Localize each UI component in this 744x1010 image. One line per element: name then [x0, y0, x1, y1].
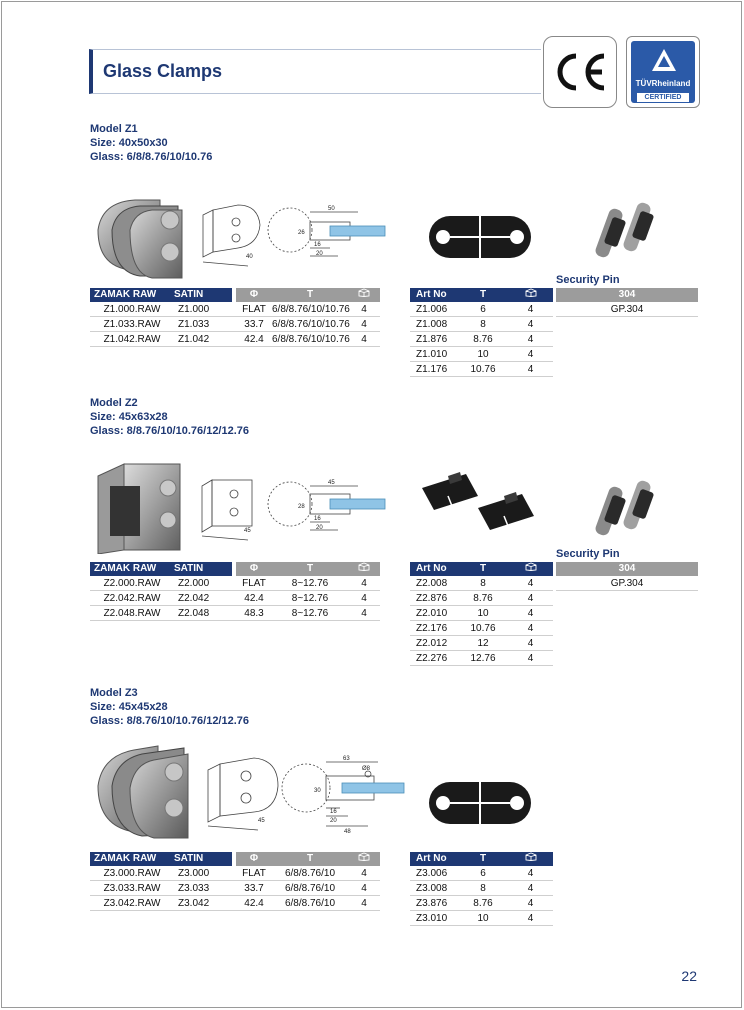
table-row: Z2.048.RAW Z2.048 48.3 8~12.76 4	[90, 606, 380, 621]
table-row: Z1.006 6 4	[410, 302, 553, 317]
col-box-icon	[348, 562, 380, 576]
dim-label: 50	[328, 206, 335, 212]
col-art-no: Art No	[416, 289, 447, 300]
table-row: Z1.176 10.76 4	[410, 362, 553, 377]
table-row: Z1.008 8 4	[410, 317, 553, 332]
tuv-label: CERTIFIED	[637, 93, 689, 102]
col-box-icon	[508, 288, 553, 302]
dim-label: 40	[246, 254, 253, 260]
z2-gasket-icon	[418, 466, 548, 536]
dim-label: 45	[244, 528, 251, 534]
z1-gasket-icon	[428, 214, 532, 260]
page-title: Glass Clamps	[103, 61, 223, 81]
col-phi: Φ	[249, 563, 259, 574]
dim-label: 28	[298, 504, 305, 510]
z3-spec-table	[90, 852, 380, 911]
model-z3-heading	[90, 686, 249, 728]
security-pin-photo	[594, 188, 670, 268]
model-size: Size: 45x45x28	[90, 701, 168, 713]
col-box-icon	[508, 562, 553, 576]
col-art-no: Art No	[416, 563, 447, 574]
table-row: Z3.010 10 4	[410, 911, 553, 926]
col-zamak-raw: ZAMAK RAW	[94, 853, 157, 864]
table-row: Z1.042.RAW Z1.042 42.4 6/8/8.76/10/10.76 4	[90, 332, 380, 347]
tuv-brand: TÜVRheinland	[635, 79, 691, 88]
col-box-icon	[348, 288, 380, 302]
col-box-icon	[348, 852, 380, 866]
z2-pin-table	[556, 562, 698, 591]
dim-label: Ø8	[362, 766, 371, 772]
table-row: Z2.876 8.76 4	[410, 591, 553, 606]
dim-label: 63	[343, 756, 350, 762]
table-row: Z2.010 10 4	[410, 606, 553, 621]
table-row: Z3.006 6 4	[410, 866, 553, 881]
col-phi: Φ	[249, 289, 259, 300]
dim-label: 20	[330, 818, 337, 824]
page-title-box	[89, 49, 541, 94]
dim-label: 45	[328, 480, 335, 486]
table-row: Z2.276 12.76 4	[410, 651, 553, 666]
col-t: T	[306, 289, 314, 300]
model-name: Model Z1	[90, 123, 138, 135]
col-satin: SATIN	[174, 853, 204, 864]
table-row: Z3.033.RAW Z3.033 33.7 6/8/8.76/10 4	[90, 881, 380, 896]
col-zamak-raw: ZAMAK RAW	[94, 563, 157, 574]
col-t: T	[479, 853, 487, 864]
dim-label: 26	[298, 230, 305, 236]
tuv-triangle-icon	[650, 47, 678, 73]
z1-gasket-table	[410, 288, 553, 377]
table-row: Z2.008 8 4	[410, 576, 553, 591]
dim-label: 16	[314, 516, 321, 522]
table-row: GP.304	[556, 576, 698, 591]
table-row: Z3.000.RAW Z3.000 FLAT 6/8/8.76/10 4	[90, 866, 380, 881]
model-glass: Glass: 6/8/8.76/10/10.76	[90, 151, 213, 163]
table-row: Z3.008 8 4	[410, 881, 553, 896]
model-name: Model Z3	[90, 687, 138, 699]
z2-gasket-table	[410, 562, 553, 666]
model-name: Model Z2	[90, 397, 138, 409]
col-phi: Φ	[249, 853, 259, 864]
col-art-no: Art No	[416, 853, 447, 864]
z1-pin-table	[556, 288, 698, 317]
clamp-z1-drawing	[198, 200, 388, 270]
table-row: GP.304	[556, 302, 698, 317]
dim-label: 45	[258, 818, 265, 824]
table-row: Z2.000.RAW Z2.000 FLAT 8~12.76 4	[90, 576, 380, 591]
z2-spec-table	[90, 562, 380, 621]
col-box-icon	[508, 852, 553, 866]
col-t: T	[306, 563, 314, 574]
table-row: Z2.042.RAW Z2.042 42.4 8~12.76 4	[90, 591, 380, 606]
tuv-certified-badge	[626, 36, 700, 108]
table-row: Z3.876 8.76 4	[410, 896, 553, 911]
table-row: Z1.876 8.76 4	[410, 332, 553, 347]
dim-label: 20	[316, 525, 323, 531]
table-row: Z2.012 12 4	[410, 636, 553, 651]
col-t: T	[306, 853, 314, 864]
security-pin-title: Security Pin	[556, 548, 620, 560]
z1-spec-table	[90, 288, 380, 347]
dim-label: 16	[330, 809, 337, 815]
clamp-z2-drawing	[198, 474, 388, 544]
clamp-z1-photo	[90, 190, 190, 280]
ce-mark-icon	[543, 36, 617, 108]
table-row: Z1.033.RAW Z1.033 33.7 6/8/8.76/10/10.76 4	[90, 317, 380, 332]
clamp-z3-photo	[92, 740, 194, 840]
table-row: Z1.000.RAW Z1.000 FLAT 6/8/8.76/10/10.76 4	[90, 302, 380, 317]
clamp-z3-drawing	[198, 750, 408, 835]
model-z2-heading	[90, 396, 249, 438]
dim-label: 48	[344, 829, 351, 835]
security-pin-photo	[594, 466, 670, 546]
z3-gasket-table	[410, 852, 553, 926]
z3-gasket-icon	[428, 780, 532, 826]
model-glass: Glass: 8/8.76/10/10.76/12/12.76	[90, 425, 250, 437]
security-pin-title: Security Pin	[556, 274, 620, 286]
dim-label: 16	[314, 242, 321, 248]
col-304: 304	[618, 289, 636, 300]
model-z1-heading	[90, 122, 212, 164]
model-glass: Glass: 8/8.76/10/10.76/12/12.76	[90, 715, 250, 727]
table-row: Z2.176 10.76 4	[410, 621, 553, 636]
dim-label: 30	[314, 788, 321, 794]
model-size: Size: 45x63x28	[90, 411, 168, 423]
col-zamak-raw: ZAMAK RAW	[94, 289, 157, 300]
col-t: T	[479, 289, 487, 300]
page-number: 22	[681, 968, 697, 984]
col-satin: SATIN	[174, 289, 204, 300]
col-satin: SATIN	[174, 563, 204, 574]
dim-label: 20	[316, 251, 323, 257]
clamp-z2-photo	[94, 458, 190, 554]
table-row: Z1.010 10 4	[410, 347, 553, 362]
model-size: Size: 40x50x30	[90, 137, 168, 149]
col-304: 304	[618, 563, 636, 574]
col-t: T	[479, 563, 487, 574]
table-row: Z3.042.RAW Z3.042 42.4 6/8/8.76/10 4	[90, 896, 380, 911]
